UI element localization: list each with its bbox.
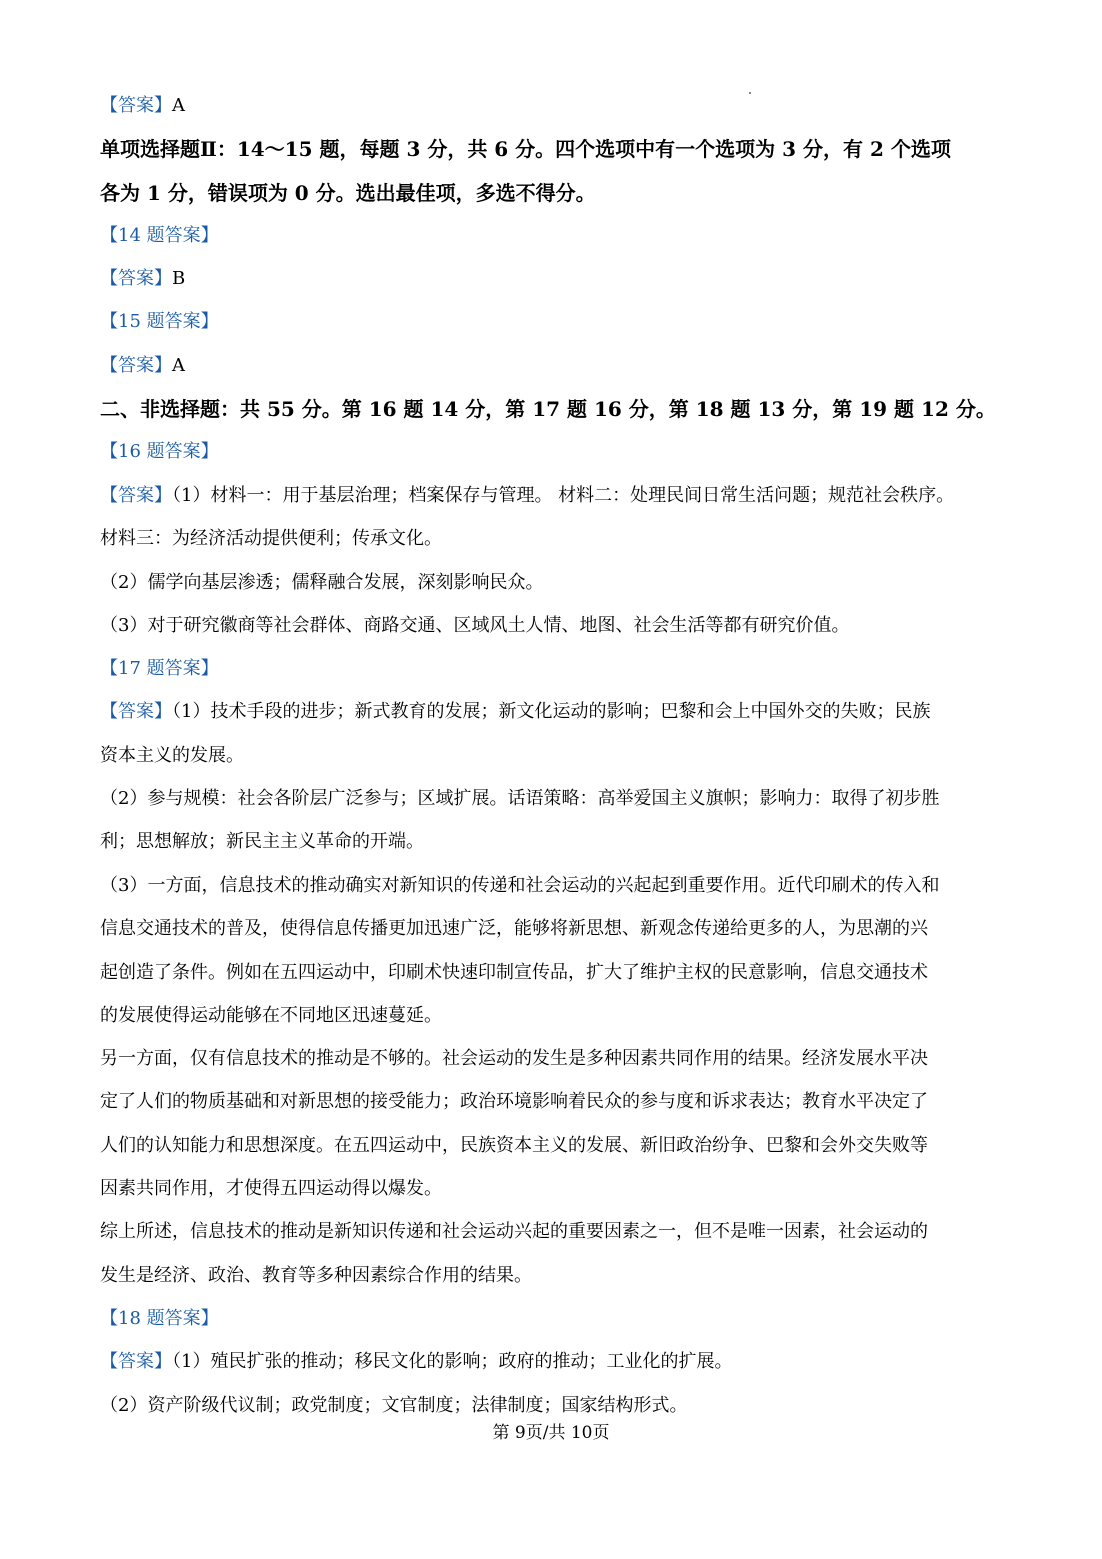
answer-text: A [172, 95, 185, 116]
answer-text-line: （3）一方面，信息技术的推动确实对新知识的传递和社会运动的兴起起到重要作用。近代印刷术的传入和 [100, 875, 940, 896]
scan-dot [749, 92, 751, 94]
question-17-answer-heading: 【17 题答案】 [100, 658, 219, 679]
answer-text-line: 定了人们的物质基础和对新思想的接受能力；政治环境影响着民众的参与度和诉求表达；教育水平决定了 [100, 1091, 928, 1112]
answer-text: （1）材料一：用于基层治理；档案保存与管理。 材料二：处理民间日常生活问题；规范社会秩序。 [172, 485, 955, 506]
answer-line [100, 484, 954, 508]
answer-text-line: 信息交通技术的普及，使得信息传播更加迅速广泛，能够将新思想、新观念传递给更多的人，为思潮的兴 [100, 918, 928, 939]
answer-text-line: 利；思想解放；新民主主义革命的开端。 [100, 831, 424, 852]
answer-label: 【答案】 [100, 268, 172, 289]
question-18-answer-heading: 【18 题答案】 [100, 1308, 219, 1329]
answer-line [100, 354, 185, 378]
answer-text-line: 资本主义的发展。 [100, 745, 244, 766]
page-number-footer: 第 9页/共 10页 [492, 1423, 610, 1443]
answer-text: （1）技术手段的进步；新式教育的发展；新文化运动的影响；巴黎和会上中国外交的失败；民族 [172, 701, 931, 722]
answer-text-line: （2）儒学向基层渗透；儒释融合发展，深刻影响民众。 [100, 572, 544, 593]
question-16-answer-heading: 【16 题答案】 [100, 441, 219, 462]
answer-text-line: 的发展使得运动能够在不同地区迅速蔓延。 [100, 1005, 442, 1026]
answer-text-line: 起创造了条件。例如在五四运动中，印刷术快速印制宣传品，扩大了维护主权的民意影响，信息交通技术 [100, 962, 928, 983]
answer-label: 【答案】 [100, 485, 172, 506]
answer-label: 【答案】 [100, 355, 172, 376]
answer-text-line: 人们的认知能力和思想深度。在五四运动中，民族资本主义的发展、新旧政治纷争、巴黎和会外交失败等 [100, 1135, 928, 1156]
answer-line [100, 1350, 732, 1374]
answer-label: 【答案】 [100, 701, 172, 722]
answer-text-line: 综上所述，信息技术的推动是新知识传递和社会运动兴起的重要因素之一，但不是唯一因素，社会运动的 [100, 1221, 928, 1242]
answer-text-line: 材料三：为经济活动提供便利；传承文化。 [100, 528, 442, 549]
answer-text-line: 另一方面，仅有信息技术的推动是不够的。社会运动的发生是多种因素共同作用的结果。经济发展水平决 [100, 1048, 928, 1069]
answer-line [100, 94, 185, 118]
answer-label: 【答案】 [100, 1351, 172, 1372]
answer-text-line: 因素共同作用，才使得五四运动得以爆发。 [100, 1178, 442, 1199]
answer-text: B [172, 268, 186, 289]
answer-label: 【答案】 [100, 95, 172, 116]
answer-line [100, 700, 930, 724]
section-heading-choice-2-cont: 各为 1 分，错误项为 0 分。选出最佳项，多选不得分。 [100, 181, 596, 205]
answer-text-line: 发生是经济、政治、教育等多种因素综合作用的结果。 [100, 1265, 532, 1286]
answer-text-line: （2）参与规模：社会各阶层广泛参与；区域扩展。话语策略：高举爱国主义旗帜；影响力：取得了初步胜 [100, 788, 940, 809]
answer-text: （1）殖民扩张的推动；移民文化的影响；政府的推动；工业化的扩展。 [172, 1351, 733, 1372]
section-heading-non-choice: 二、非选择题：共 55 分。第 16 题 14 分，第 17 题 16 分，第 18 题 13 分，第 19 题 12 分。 [100, 397, 996, 421]
answer-text-line: （2）资产阶级代议制；政党制度；文官制度；法律制度；国家结构形式。 [100, 1395, 688, 1416]
answer-text: A [172, 355, 185, 376]
answer-text-line: （3）对于研究徽商等社会群体、商路交通、区域风土人情、地图、社会生活等都有研究价值。 [100, 615, 850, 636]
question-14-answer-heading: 【14 题答案】 [100, 225, 219, 246]
question-15-answer-heading: 【15 题答案】 [100, 311, 219, 332]
answer-line [100, 267, 185, 291]
section-heading-choice-2: 单项选择题Ⅱ：14～15 题，每题 3 分，共 6 分。四个选项中有一个选项为 3 分，有 2 个选项 [100, 137, 951, 161]
